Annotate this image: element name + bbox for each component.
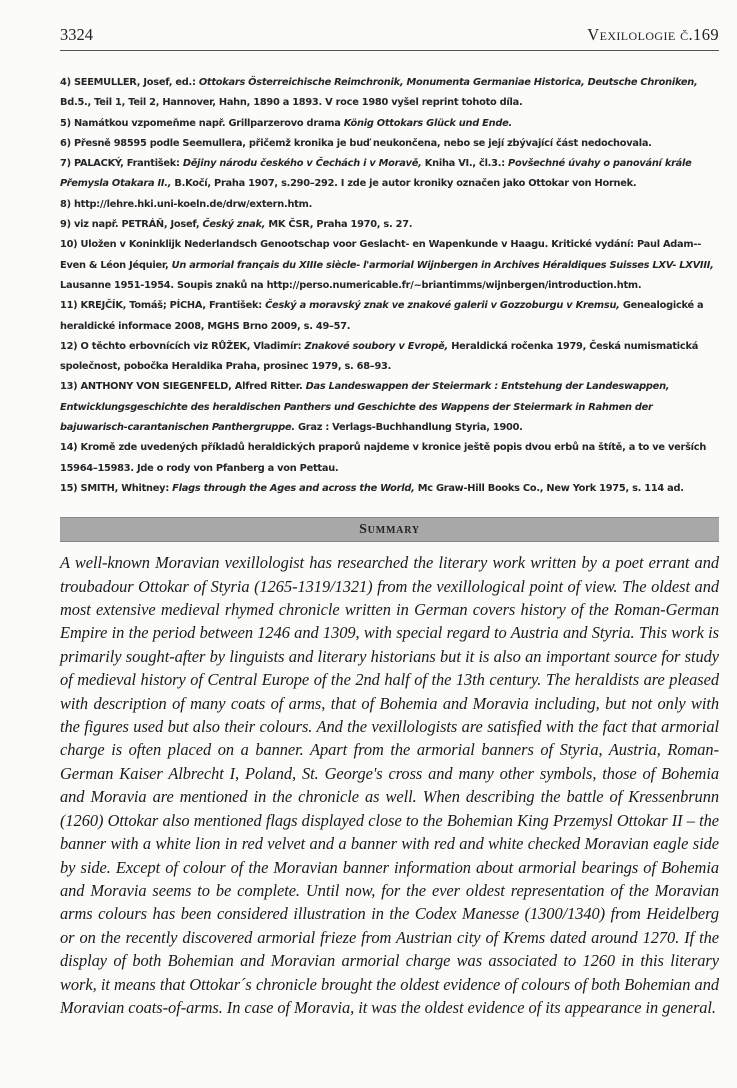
footnote-title-run: Povšechné úvahy o panování krále Přemysla Otakara II., xyxy=(60,158,692,190)
footnote xyxy=(60,215,719,235)
footnote xyxy=(60,73,719,114)
footnote-text-run: 5) Namátkou vzpomeňme např. Grillparzerovo drama xyxy=(60,117,344,129)
summary-heading: Summary xyxy=(60,517,719,542)
footnote-title-run: Český znak, xyxy=(202,219,266,231)
footnote-title-run: Flags through the Ages and across the World, xyxy=(172,482,415,494)
footnote-title-run: Dějiny národu českého v Čechách i v Moravě, xyxy=(182,158,422,170)
footnote-text-run: Mc Graw-Hill Books Co., New York 1975, s. 114 ad. xyxy=(414,482,684,494)
footnote-text-run: 12) O těchto erbovnících viz RŮŽEK, Vladimír: xyxy=(60,340,305,352)
footnote-text-run: Bd.5., Teil 1, Teil 2, Hannover, Hahn, 1890 a 1893. V roce 1980 vyšel reprint tohoto díla. xyxy=(60,97,523,109)
footnote-text-run: 7) PALACKÝ, František: xyxy=(60,158,183,170)
footnote-text-run: Heraldická ročenka 1979, Česká numismatická společnost, pobočka Heraldika Praha, prosinec 1979, s. 68–93. xyxy=(60,340,699,373)
footnote-text-run: Graz : Verlags-Buchhandlung Styria, 1900. xyxy=(294,422,523,434)
footnote xyxy=(60,195,719,215)
footnote-title-run: König Ottokars Glück und Ende. xyxy=(343,117,512,129)
footnote-title-run: Znakové soubory v Evropě, xyxy=(304,340,449,352)
footnote-text-run: 14) Kromě zde uvedených příkladů heraldických praporů najdeme v kronice ještě popis dvou erbů na štítě, a to ve verších 15964–15983. Jde o rody von Pfanberg a von Pettau. xyxy=(60,442,707,474)
journal-title: Vexilologie č.169 xyxy=(587,25,719,44)
footnote xyxy=(60,154,719,195)
footnote-text-run: MK ČSR, Praha 1970, s. 27. xyxy=(265,219,413,231)
footnote xyxy=(60,438,719,479)
footnote-title-run: Das Landeswappen der Steiermark : Entstehung der Landeswappen, Entwicklungsgeschichte des heraldischen Panthers und Geschichte des Wappens der Steiermark in Rahmen der bajuwarisch-carantanischen Panthergruppe. xyxy=(60,381,670,434)
footnote xyxy=(60,377,719,438)
footnote xyxy=(60,134,719,154)
footnote-text-run: Genealogické a heraldické informace 2008, MGHS Brno 2009, s. 49–57. xyxy=(60,300,704,332)
footnote-text-run: Lausanne 1951-1954. Soupis znaků na http://perso.numericable.fr/~briantimms/wijnbergen/introduction.htm. xyxy=(60,279,642,291)
footnote xyxy=(60,235,719,296)
footnote-text-run: 9) viz např. PETRÁŇ, Josef, xyxy=(60,219,203,231)
page-number: 3324 xyxy=(60,25,93,44)
footnote xyxy=(60,114,719,134)
footnote-text-run: 13) ANTHONY VON SIEGENFELD, Alfred Ritter. xyxy=(60,381,306,393)
footnote-text-run: 8) http://lehre.hki.uni-koeln.de/drw/extern.htm. xyxy=(60,198,313,210)
footnote-text-run: 6) Přesně 98595 podle Seemullera, přičemž kronika je buď neukončena, nebo se její zbývající část nedochovala. xyxy=(60,137,652,149)
footnote-title-run: Český a moravský znak ve znakové galerii v Gozzoburgu v Kremsu, xyxy=(265,300,620,312)
footnote-title-run: Un armorial français du XIIIe siècle- l'armorial Wijnbergen in Archives Héraldiques Suisses LXV- LXVIII, xyxy=(171,259,714,271)
footnote xyxy=(60,479,719,499)
footnote xyxy=(60,296,719,337)
footnote-text-run: 4) SEEMULLER, Josef, ed.: xyxy=(60,77,199,88)
footnote-title-run: Ottokars Österreichische Reimchronik, Monumenta Germaniae Historica, Deutsche Chroniken, xyxy=(198,77,698,88)
footnotes-list xyxy=(60,73,719,499)
footnote-text-run: 11) KREJČÍK, Tomáš; PÍCHA, František: xyxy=(60,300,266,312)
footnote-text-run: 10) Uložen v Koninklijk Nederlandsch Genootschap voor Geslacht- en Wapenkunde v Haagu. Kritické vydání: Paul Adam--Even & Léon Jéquier, xyxy=(60,239,702,271)
footnote-text-run: 15) SMITH, Whitney: xyxy=(60,482,173,494)
footnote-text-run: B.Kočí, Praha 1907, s.290–292. I zde je autor kroniky označen jako Ottokar von Hornek. xyxy=(171,178,637,190)
running-head xyxy=(60,25,719,51)
summary-text: A well-known Moravian vexillologist has researched the literary work written by a poet errant and troubadour Ottokar of Styria (1265-1319/1321) from the vexillological point of view. The oldest and most extensive medieval rhymed chronicle written in German covers history of the Roman-German Empire in the period between 1246 and 1309, with special regard to Austria and Styria. This work is primarily sought-after by linguists and literary historians but it is also an important source for study of medieval history of Central Europe of the 2nd half of the 13th century. The heraldists are pleased with description of many coats of arms, that of Bohemia and Moravia including, but not only with the figures used but also their colours. And the vexillologists are satisfied with the fact that armorial charge is often placed on a banner. Apart from the armorial banners of Styria, Austria, Roman-German Kaiser Albrecht I, Poland, St. George's cross and many other symbols, those of Bohemia and Moravia are mentioned in the chronicle as well. When describing the battle of Kressenbrunn (1260) Ottokar also mentioned flags displayed close to the Bohemian King Przemysl Ottokar II – the banner with a white lion in red velvet and a banner with red and white checked Moravian eagle side by side. Except of colour of the Moravian banner information about armorial bearings of Bohemia and Moravia seems to be complete. Until now, for the ever oldest representation of the Moravian arms colours has been considered illustration in the Codex Manesse (1300/1340) from Heidelberg or on the recently discovered armorial frieze from Austrian city of Krems dated around 1270. If the display of both Bohemian and Moravian armorial charge was associated to 1260 in this literary work, it means that Ottokar´s chronicle brought the oldest evidence of colours of both Bohemian and Moravian coats-of-arms. In case of Moravia, it was the oldest evidence of its appearance in general. xyxy=(60,553,719,1017)
footnote-text-run: Kniha VI., čl.3.: xyxy=(421,158,509,170)
footnote xyxy=(60,337,719,378)
